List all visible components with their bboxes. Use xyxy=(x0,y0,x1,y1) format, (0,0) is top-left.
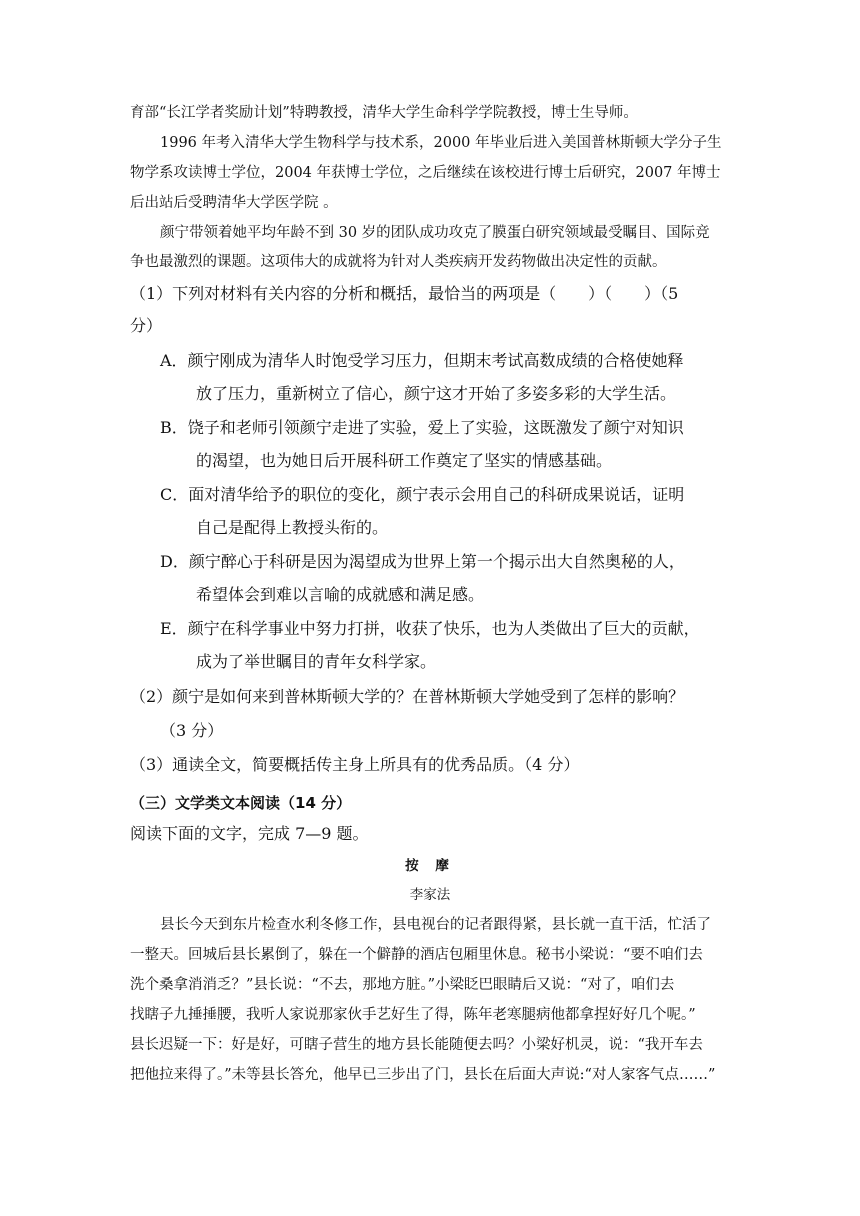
story-line: 一整天。回城后县长累倒了，躲在一个僻静的酒店包厢里休息。秘书小梁说：“要不咱们去 xyxy=(130,947,703,963)
question-2-points: （3 分） xyxy=(160,721,224,740)
story-title: 按 摩 xyxy=(405,858,455,874)
story-line: 洗个桑拿消消乏？”县长说：“不去，那地方脏。”小梁眨巴眼睛后又说：“对了，咱们去 xyxy=(130,977,675,993)
question-1-text: 分） xyxy=(130,316,163,335)
option-d: D．颜宁醉心于科研是因为渴望成为世界上第一个揭示出大自然奥秘的人， xyxy=(160,552,685,571)
option-a-continued: 放了压力，重新树立了信心，颜宁这才开始了多姿多彩的大学生活。 xyxy=(196,384,677,403)
question-3-text: （3）通读全文，简要概括传主身上所具有的优秀品质。（4 分） xyxy=(130,755,580,774)
option-b: B．饶子和老师引领颜宁走进了实验，爱上了实验，这既激发了颜宁对知识 xyxy=(160,418,684,437)
option-c: C．面对清华给予的职位的变化，颜宁表示会用自己的科研成果说话，证明 xyxy=(160,485,685,504)
paragraph-line: 1996 年考入清华大学生物科学与技术系，2000 年毕业后进入美国普林斯顿大学分子生 xyxy=(160,135,722,151)
story-line: 把他拉来得了。”未等县长答允，他早已三步出了门，县长在后面大声说:“对人家客气点……” xyxy=(130,1067,716,1083)
story-author: 李家法 xyxy=(409,887,451,903)
question-1-text: （1）下列对材料有关内容的分析和概括，最恰当的两项是（ ）（ ）（5 xyxy=(130,284,679,303)
paragraph-line: 育部“长江学者奖励计划”特聘教授，清华大学生命科学学院教授，博士生导师。 xyxy=(130,105,638,121)
section-instruction: 阅读下面的文字，完成 7—9 题。 xyxy=(130,824,369,843)
paragraph-line: 物学系攻读博士学位，2004 年获博士学位，之后继续在该校进行博士后研究，2007 年博士 xyxy=(130,165,721,181)
option-e-continued: 成为了举世瞩目的青年女科学家。 xyxy=(196,652,437,671)
section-heading: （三）文学类文本阅读（14 分） xyxy=(130,794,352,812)
option-d-continued: 希望体会到难以言喻的成就感和满足感。 xyxy=(196,585,485,604)
question-2-text: （2）颜宁是如何来到普林斯顿大学的？在普林斯顿大学她受到了怎样的影响？ xyxy=(130,687,685,706)
option-e: E．颜宁在科学事业中努力打拼，收获了快乐，也为人类做出了巨大的贡献， xyxy=(160,619,700,638)
paragraph-line: 后出站后受聘清华大学医学院 。 xyxy=(130,195,338,211)
option-b-continued: 的渴望，也为她日后开展科研工作奠定了坚实的情感基础。 xyxy=(196,451,613,470)
option-a: A．颜宁刚成为清华人时饱受学习压力，但期末考试高数成绩的合格使她释 xyxy=(160,351,684,370)
story-line: 县长迟疑一下：好是好，可瞎子营生的地方县长能随便去吗？小梁好机灵，说：“我开车去 xyxy=(130,1037,703,1053)
story-line: 找瞎子九捶捶腰，我听人家说那家伙手艺好生了得，陈年老寒腿病他都拿捏好好几个呢。” xyxy=(130,1007,696,1023)
paragraph-line: 争也最激烈的课题。这项伟大的成就将为针对人类疾病开发药物做出决定性的贡献。 xyxy=(130,254,667,270)
paragraph-line: 颜宁带领着她平均年龄不到 30 岁的团队成功攻克了膜蛋白研究领域最受瞩目、国际竞 xyxy=(160,225,710,241)
story-line: 县长今天到东片检查水利冬修工作，县电视台的记者跟得紧，县长就一直干活，忙活了 xyxy=(160,917,711,933)
option-c-continued: 自己是配得上教授头衔的。 xyxy=(196,518,389,537)
